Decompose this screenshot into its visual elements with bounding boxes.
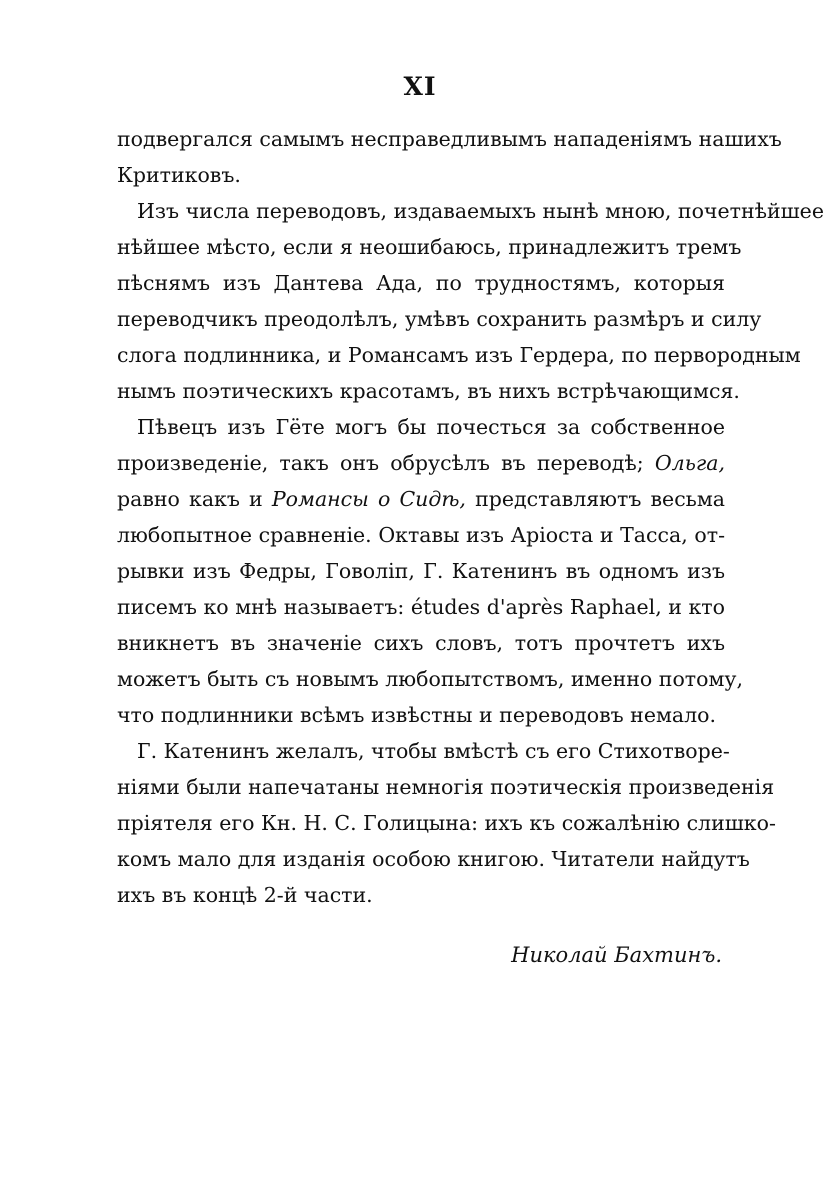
text-line: вникнетъ въ значеніе сихъ словъ, тотъ прочтетъ ихъ [117,631,725,655]
signature: Николай Бахтинъ. [511,943,722,967]
text-run: представляютъ весьма [465,487,725,511]
text-run: произведеніе, такъ онъ обрусѣлъ въ переводѣ; [117,451,644,475]
text-line: слога подлинника, и Романсамъ изъ Гердера, по первородным [117,343,801,367]
text-line: Г. Катенинъ желалъ, чтобы вмѣстѣ съ его Стихотворе- [137,739,730,763]
text-line: пріятеля его Кн. Н. С. Голицына: ихъ къ сожалѣнію слишко- [117,811,776,835]
text-line [117,484,725,514]
text-line: Пѣвецъ изъ Гёте могъ бы почесться за собственное [137,415,725,439]
text-line: Критиковъ. [117,163,241,187]
text-line: можетъ быть съ новымъ любопытствомъ, именно потому, [117,667,744,691]
text-line: подвергался самымъ несправедливымъ нападеніямъ нашихъ [117,127,782,151]
text-line [117,448,725,478]
text-run: равно какъ и [117,487,272,511]
text-line: любопытное сравненіе. Октавы изъ Аріоста и Тасса, от- [117,523,725,547]
text-line: писемъ ко мнѣ называетъ: études d'après Raphael, и кто [117,595,725,619]
text-line: переводчикъ преодолѣлъ, умѣвъ сохранить размѣръ и силу [117,307,762,331]
text-line: ихъ въ концѣ 2-й части. [117,883,373,907]
text-line: нымъ поэтическихъ красотамъ, въ нихъ встрѣчающимся. [117,379,740,403]
text-line: что подлинники всѣмъ извѣстны и переводовъ немало. [117,703,717,727]
italic-title: Ольга, [654,451,725,475]
text-line: ніями были напечатаны немногія поэтическія произведенія [117,775,775,799]
page-number: XI [403,72,437,101]
text-line: пѣснямъ изъ Дантева Ада, по трудностямъ, которыя [117,271,725,295]
italic-title: Романсы о Сидѣ, [271,487,466,511]
text-line: комъ мало для изданія особою книгою. Читатели найдутъ [117,847,750,871]
text-line: Изъ числа переводовъ, издаваемыхъ нынѣ мною, почетнѣйшее [137,199,824,223]
text-line: нѣйшее мѣсто, если я неошибаюсь, принадлежитъ тремъ [117,235,742,259]
text-line: рывки изъ Федры, Говоліп, Г. Катенинъ въ одномъ изъ [117,559,725,583]
